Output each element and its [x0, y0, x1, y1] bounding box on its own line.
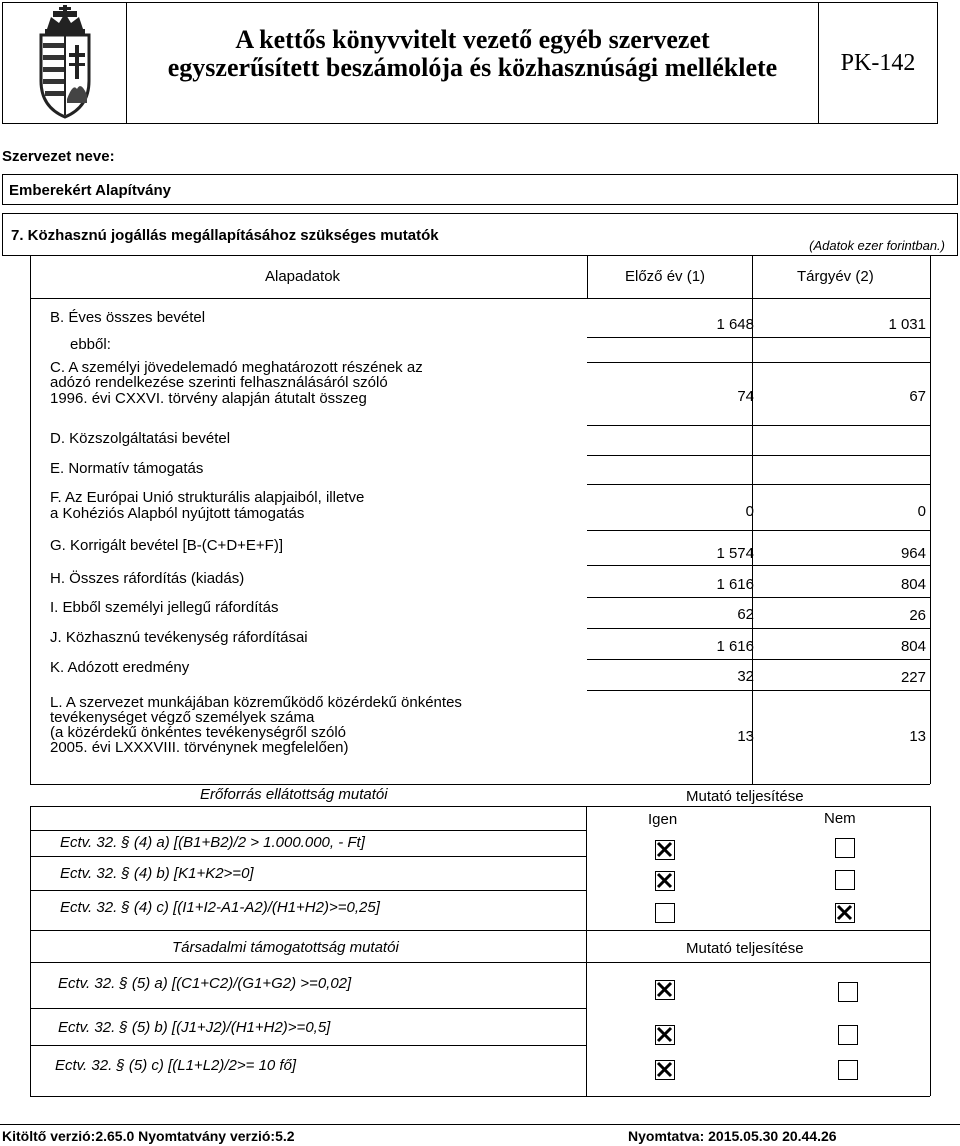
org-name-label: Szervezet neve: [2, 148, 115, 165]
resource-b-no-checkbox[interactable] [835, 870, 855, 890]
resource-a-label: Ectv. 32. § (4) a) [(B1+B2)/2 > 1.000.000, - Ft] [60, 834, 365, 851]
resource-a-no-checkbox[interactable] [835, 838, 855, 858]
row-c-label-3: 1996. évi CXXVI. törvény alapján átutalt összeg [50, 390, 367, 407]
resource-c-no-checkbox[interactable] [835, 903, 855, 923]
col-header-base: Alapadatok [265, 268, 341, 285]
social-a-label: Ectv. 32. § (5) a) [(C1+C2)/(G1+G2) >=0,02] [58, 975, 352, 992]
row-k-curr: 227 [900, 669, 926, 686]
social-title: Társadalmi támogatottság mutatói [172, 939, 399, 956]
form-header [2, 2, 938, 124]
row-f-prev: 0 [745, 503, 754, 520]
row-l-curr: 13 [909, 728, 926, 745]
row-c-curr: 67 [909, 388, 926, 405]
row-f-curr: 0 [917, 503, 926, 520]
row-j-curr: 804 [900, 638, 926, 655]
row-g-prev: 1 574 [716, 545, 754, 562]
row-j-prev: 1 616 [716, 638, 754, 655]
row-ebbol-label: ebből: [70, 336, 111, 353]
resource-c-yes-checkbox[interactable] [655, 903, 675, 923]
row-h-prev: 1 616 [716, 576, 754, 593]
resource-b-label: Ectv. 32. § (4) b) [K1+K2>=0] [60, 865, 254, 882]
row-k-prev: 32 [737, 668, 754, 685]
resource-c-label: Ectv. 32. § (4) c) [(I1+I2-A1-A2)/(H1+H2)>=0,25] [60, 899, 380, 916]
row-b-label: B. Éves összes bevétel [50, 309, 206, 326]
section-title-box [2, 213, 958, 256]
col-header-curr: Tárgyév (2) [797, 268, 874, 285]
row-c-label-1: C. A személyi jövedelemadó meghatározott részének az [50, 359, 423, 376]
row-l-label-1: L. A szervezet munkájában közreműködő közérdekű önkéntes [50, 694, 462, 711]
row-i-prev: 62 [737, 606, 754, 623]
org-name-value: Emberekért Alapítvány [9, 182, 172, 199]
row-c-label-2: adózó rendelkezése szerinti felhasználásáról szóló [50, 374, 388, 391]
org-name-field [2, 174, 958, 205]
resource-b-yes-checkbox[interactable] [655, 871, 675, 891]
footer-version: Kitöltő verzió:2.65.0 Nyomtatvány verzió:5.2 [2, 1128, 295, 1144]
row-j-label: J. Közhasznú tevékenység ráfordításai [50, 629, 308, 646]
social-b-yes-checkbox[interactable] [655, 1025, 675, 1045]
resources-title: Erőforrás ellátottság mutatói [200, 786, 388, 803]
social-b-no-checkbox[interactable] [838, 1025, 858, 1045]
coat-of-arms-icon [3, 3, 127, 123]
form-title [127, 3, 819, 123]
yes-label: Igen [648, 811, 678, 828]
row-b-curr: 1 031 [888, 316, 926, 333]
row-h-label: H. Összes ráfordítás (kiadás) [50, 570, 245, 587]
row-l-prev: 13 [737, 728, 754, 745]
resource-a-yes-checkbox[interactable] [655, 840, 675, 860]
social-c-label: Ectv. 32. § (5) c) [(L1+L2)/2>= 10 fő] [55, 1057, 297, 1074]
row-k-label: K. Adózott eredmény [50, 659, 190, 676]
row-f-label-2: a Kohéziós Alapból nyújtott támogatás [50, 505, 305, 522]
form-code: PK-142 [840, 50, 916, 76]
row-l-label-2: tevékenységet végző személyek száma [50, 709, 315, 726]
row-l-label-4: 2005. évi LXXXVIII. törvénynek megfelelően) [50, 739, 349, 756]
social-fulfil-title: Mutató teljesítése [686, 940, 804, 957]
row-i-label: I. Ebből személyi jellegű ráfordítás [50, 599, 279, 616]
row-i-curr: 26 [909, 607, 926, 624]
row-e-label: E. Normatív támogatás [50, 460, 204, 477]
coat-of-arms-logo [3, 3, 127, 123]
social-a-no-checkbox[interactable] [838, 982, 858, 1002]
row-c-prev: 74 [737, 388, 754, 405]
social-a-yes-checkbox[interactable] [655, 980, 675, 1000]
row-h-curr: 804 [900, 576, 926, 593]
social-c-yes-checkbox[interactable] [655, 1060, 675, 1080]
row-l-label-3: (a közérdekű önkéntes tevékenységről szóló [50, 724, 347, 741]
social-c-no-checkbox[interactable] [838, 1060, 858, 1080]
section-title: 7. Közhasznú jogállás megállapításához szükséges mutatók [11, 227, 439, 244]
form-title-line2: egyszerűsített beszámolója és közhasznúsági melléklete [167, 53, 778, 82]
col-header-prev: Előző év (1) [625, 268, 706, 285]
row-g-label: G. Korrigált bevétel [B-(C+D+E+F)] [50, 537, 283, 554]
row-f-label-1: F. Az Európai Unió strukturális alapjaiból, illetve [50, 489, 365, 506]
resources-fulfil-title: Mutató teljesítése [686, 788, 804, 805]
row-g-curr: 964 [900, 545, 926, 562]
form-title-line1: A kettős könyvvitelt vezető egyéb szervezet [235, 25, 710, 54]
unit-note: (Adatok ezer forintban.) [809, 238, 945, 253]
row-d-label: D. Közszolgáltatási bevétel [50, 430, 231, 447]
footer-printed: Nyomtatva: 2015.05.30 20.44.26 [628, 1128, 837, 1144]
social-b-label: Ectv. 32. § (5) b) [(J1+J2)/(H1+H2)>=0,5] [58, 1019, 331, 1036]
no-label: Nem [824, 810, 856, 827]
row-b-prev: 1 648 [716, 316, 754, 333]
